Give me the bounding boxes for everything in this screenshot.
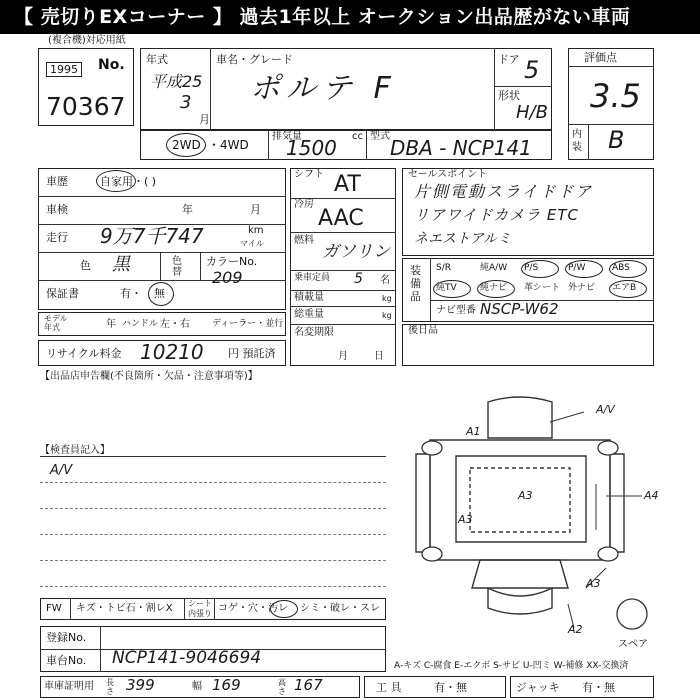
- form-subnote: (複合機)対応用紙: [48, 35, 126, 46]
- score-label: 評価点: [584, 51, 617, 64]
- length-value: 399: [126, 676, 155, 694]
- capacity-unit: 名: [380, 275, 390, 286]
- cert-label: 車庫証明用: [44, 681, 94, 692]
- width-label: 幅: [192, 681, 202, 692]
- recycle-label: リサイクル料金: [46, 347, 122, 360]
- displacement-value: 1500: [286, 136, 337, 160]
- ac-label: 冷房: [294, 199, 314, 210]
- chassis-value: NCP141-9046694: [112, 648, 262, 668]
- color-no-label: カラーNo.: [206, 255, 258, 268]
- shift-value: AT: [334, 172, 361, 197]
- equipment-label: 装備品: [410, 264, 421, 303]
- fuel-label: 燃料: [294, 235, 314, 246]
- history-value: 自家用・( ): [100, 175, 157, 188]
- name-label: 車名・グレード: [216, 53, 293, 66]
- diagram-mark-a4: A4: [644, 489, 659, 502]
- inspection-month: 月: [250, 203, 261, 216]
- fuel-value: ガソリン: [322, 242, 390, 262]
- color-label: 色: [80, 259, 91, 272]
- year-value: 平成25: [150, 72, 203, 91]
- lot-year-code: 1995: [46, 62, 82, 77]
- sales-point-line-1: 片側電動スライドドア: [414, 182, 594, 201]
- inspection-label: 車検: [46, 203, 68, 216]
- expiry-label: 名変期限: [294, 327, 334, 338]
- equipment-item: P/W: [568, 263, 586, 273]
- navi-value: NSCP-W62: [480, 300, 559, 318]
- equipment-item: ABS: [612, 263, 630, 273]
- lot-no-label: No.: [98, 57, 125, 73]
- mileage-value: 9万7千747: [100, 224, 204, 248]
- spare-label: スペア: [618, 639, 648, 650]
- tools-label: 工 具: [376, 681, 402, 694]
- expiry-unit: 月日: [338, 351, 410, 362]
- warranty-yes: 有・: [120, 287, 142, 300]
- sales-point-line-2: リアワイドカメラ ETC: [414, 206, 579, 224]
- warranty-no: 無: [154, 287, 165, 300]
- year-label: 年式: [146, 53, 168, 66]
- after-items-label: 後日品: [408, 325, 438, 336]
- height-value: 167: [294, 676, 323, 694]
- lot-number: 70367: [46, 92, 126, 121]
- mileage-unit-km: km: [248, 225, 264, 236]
- score-value: 3.5: [590, 77, 641, 115]
- gross-unit: kg: [382, 311, 392, 320]
- shape-value: H/B: [516, 102, 548, 123]
- model-year-year: 年: [106, 319, 116, 330]
- color-change-label: 色替: [172, 256, 182, 278]
- inspector-note: A/V: [50, 463, 73, 478]
- name-value: ポルテ F: [250, 71, 397, 106]
- handle-label: ハンドル: [122, 319, 159, 329]
- doors-label: ドア: [498, 53, 520, 66]
- fw-value: キズ・トビ石・割レX: [76, 603, 173, 614]
- seat-value: コゲ・穴・汚レ: [218, 603, 288, 614]
- capacity-label: 乗車定員: [294, 273, 331, 283]
- tools-value: 有・無: [434, 681, 467, 694]
- jack-value: 有・無: [582, 681, 615, 694]
- declaration-label: 【出品店申告欄(不良箇所・欠品・注意事項等)】: [40, 371, 258, 382]
- equipment-item: 外ナビ: [568, 283, 596, 293]
- height-label: 高さ: [278, 678, 286, 696]
- equipment-item: S/R: [436, 263, 451, 273]
- inspector-label: 【検査員記入】: [40, 445, 110, 456]
- mileage-unit-mile: マイル: [240, 239, 264, 248]
- fw-label: FW: [46, 603, 62, 614]
- reg-label: 登録No.: [46, 631, 87, 644]
- dealer-label: ディーラー・並行: [212, 319, 284, 329]
- banner-title: 【 売切りEXコーナー 】 過去1年以上 オークション出品歴がない車両: [0, 0, 700, 34]
- equipment-item: 純ナビ: [480, 283, 508, 293]
- length-label: 長さ: [106, 678, 114, 696]
- equipment-item: P/S: [524, 263, 539, 273]
- sales-point-line-3: ネエストアルミ: [414, 231, 512, 247]
- chassis-label: 車台No.: [46, 654, 87, 667]
- sales-points-label: セールスポイント: [408, 169, 488, 180]
- damage-legend: A-キズ C-腐食 E-エクボ S-サビ U-凹ミ W-補修 XX-交換済: [394, 661, 629, 671]
- capacity-value: 5: [354, 271, 363, 287]
- diagram-mark-av: A/V: [596, 403, 615, 416]
- width-value: 169: [212, 676, 241, 694]
- recycle-unit: 円 預託済: [228, 347, 276, 360]
- equipment-item: 革シート: [524, 283, 561, 293]
- car-damage-diagram: [410, 392, 700, 652]
- history-label: 車歴: [46, 175, 68, 188]
- seat-label: シート: [188, 599, 212, 608]
- load-label: 積載量: [294, 292, 324, 303]
- diagram-mark-a3-center: A3: [518, 489, 533, 502]
- equipment-item: 純A/W: [480, 263, 508, 273]
- color-no-value: 209: [212, 268, 243, 287]
- drive-2wd: 2WD: [172, 138, 201, 152]
- after-items-box: [402, 324, 654, 366]
- navi-label: ナビ型番: [436, 305, 476, 316]
- interior-value: B: [608, 126, 625, 154]
- diagram-mark-a3-rear: A3: [586, 577, 601, 590]
- shape-label: 形状: [498, 89, 520, 102]
- ac-value: AAC: [318, 206, 364, 231]
- roof-front: [488, 397, 552, 438]
- diagram-mark-a3-left: A3: [458, 513, 473, 526]
- model-year-label: モデル年式: [44, 314, 68, 332]
- interior-label: 内装: [572, 129, 582, 153]
- color-value: 黒: [112, 254, 130, 275]
- month-value: 3: [180, 92, 192, 113]
- recycle-value: 10210: [140, 340, 204, 364]
- displacement-label: 排気量: [272, 131, 302, 142]
- model-label: 型式: [370, 131, 390, 142]
- mileage-label: 走行: [46, 231, 68, 244]
- drive-4wd: ・4WD: [208, 138, 249, 152]
- equipment-item: 純TV: [436, 283, 457, 293]
- seat-stain-circle: [270, 600, 298, 618]
- shift-label: シフト: [294, 169, 324, 180]
- jack-label: ジャッキ: [516, 681, 560, 694]
- month-unit: 月: [199, 113, 210, 126]
- seat-value-2: シミ・破レ・スレ: [300, 603, 380, 614]
- equipment-item: エアB: [612, 283, 637, 293]
- gross-label: 総重量: [294, 309, 324, 320]
- seat-sub: 内張り: [188, 609, 212, 618]
- inspection-year: 年: [182, 203, 193, 216]
- doors-value: 5: [524, 56, 540, 84]
- warranty-label: 保証書: [46, 287, 79, 300]
- displacement-unit: cc: [352, 131, 363, 142]
- handle-value: 左・右: [160, 319, 190, 330]
- load-unit: kg: [382, 294, 392, 303]
- diagram-mark-a1: A1: [466, 425, 481, 438]
- model-value: DBA - NCP141: [390, 136, 532, 160]
- diagram-mark-a2: A2: [568, 623, 583, 636]
